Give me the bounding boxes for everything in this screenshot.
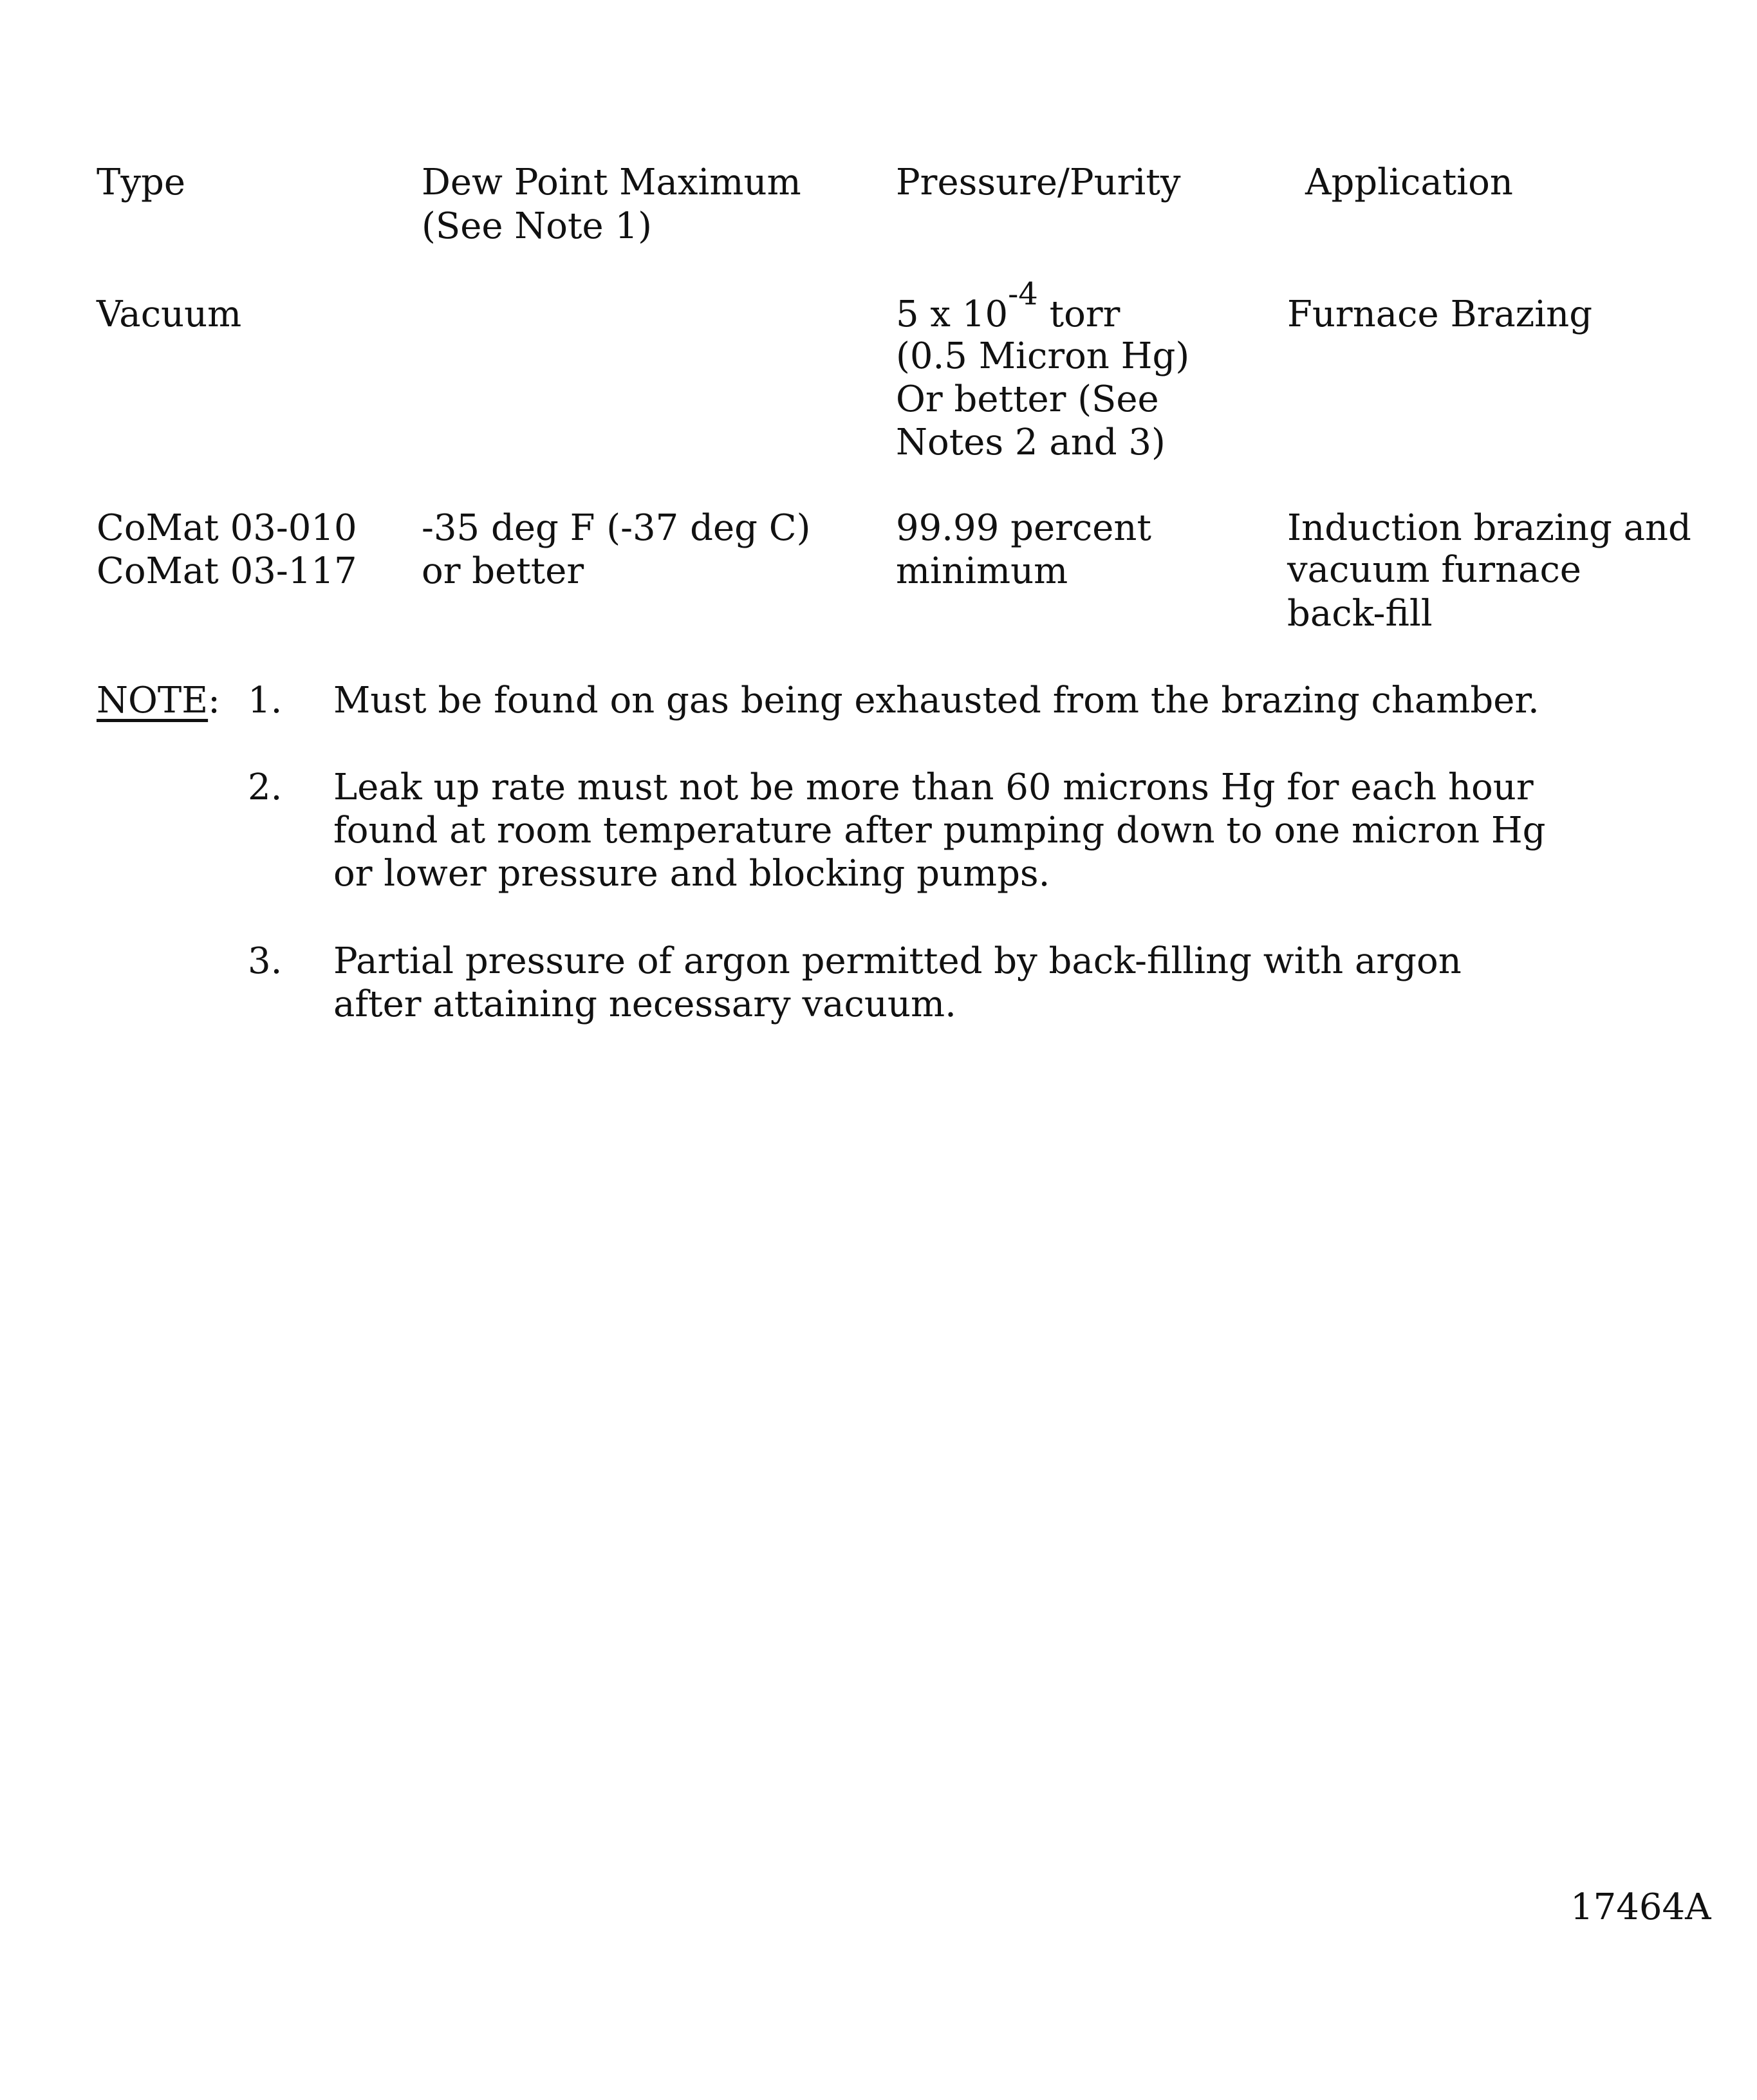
note-1-number: 1.	[248, 680, 283, 721]
header-pressure-purity: Pressure/Purity	[896, 162, 1181, 203]
note-1-line1: Must be found on gas being exhausted from the brazing chamber.	[333, 680, 1539, 721]
note-label	[97, 679, 220, 723]
row-comat-dew-point-line2: or better	[422, 550, 584, 592]
note-3-number: 3.	[248, 940, 283, 982]
row-comat-purity-line2: minimum	[896, 550, 1068, 592]
header-dew-point: Dew Point Maximum	[422, 162, 801, 203]
note-label-word: NOTE	[97, 680, 209, 721]
pressure-mantissa: 5 x 10	[896, 293, 1009, 335]
row-vacuum-application: Furnace Brazing	[1287, 293, 1593, 335]
row-vacuum-pressure-line3: Or better (See	[896, 378, 1159, 420]
row-comat-purity-line1: 99.99 percent	[896, 507, 1151, 549]
figure-id: 17464A	[1570, 1886, 1711, 1928]
note-3-line1: Partial pressure of argon permitted by back-filling with argon	[333, 940, 1462, 982]
note-2-number: 2.	[248, 767, 283, 808]
note-2-line3: or lower pressure and blocking pumps.	[333, 853, 1050, 895]
row-vacuum-pressure-line2: (0.5 Micron Hg)	[896, 335, 1190, 377]
pressure-unit: torr	[1037, 293, 1120, 335]
note-2-line1: Leak up rate must not be more than 60 microns Hg for each hour	[333, 767, 1534, 808]
header-type: Type	[97, 162, 185, 203]
row-vacuum-pressure-line1	[896, 276, 1120, 338]
row-vacuum-type: Vacuum	[97, 293, 242, 335]
row-comat-type-line1: CoMat 03-010	[97, 507, 357, 549]
pressure-exponent: -4	[1008, 276, 1038, 312]
row-comat-dew-point-line1: -35 deg F (-37 deg C)	[422, 507, 811, 549]
row-comat-type-line2: CoMat 03-117	[97, 550, 357, 592]
row-comat-application-line3: back-fill	[1287, 593, 1433, 635]
note-2-line2: found at room temperature after pumping down to one micron Hg	[333, 810, 1546, 851]
header-application: Application	[1305, 162, 1513, 203]
row-comat-application-line1: Induction brazing and	[1287, 507, 1691, 549]
note-3-line2: after attaining necessary vacuum.	[333, 983, 956, 1025]
header-dew-point-note: (See Note 1)	[422, 205, 652, 247]
row-comat-application-line2: vacuum furnace	[1287, 549, 1581, 591]
note-label-colon: :	[208, 680, 221, 721]
row-vacuum-pressure-line4: Notes 2 and 3)	[896, 422, 1166, 463]
